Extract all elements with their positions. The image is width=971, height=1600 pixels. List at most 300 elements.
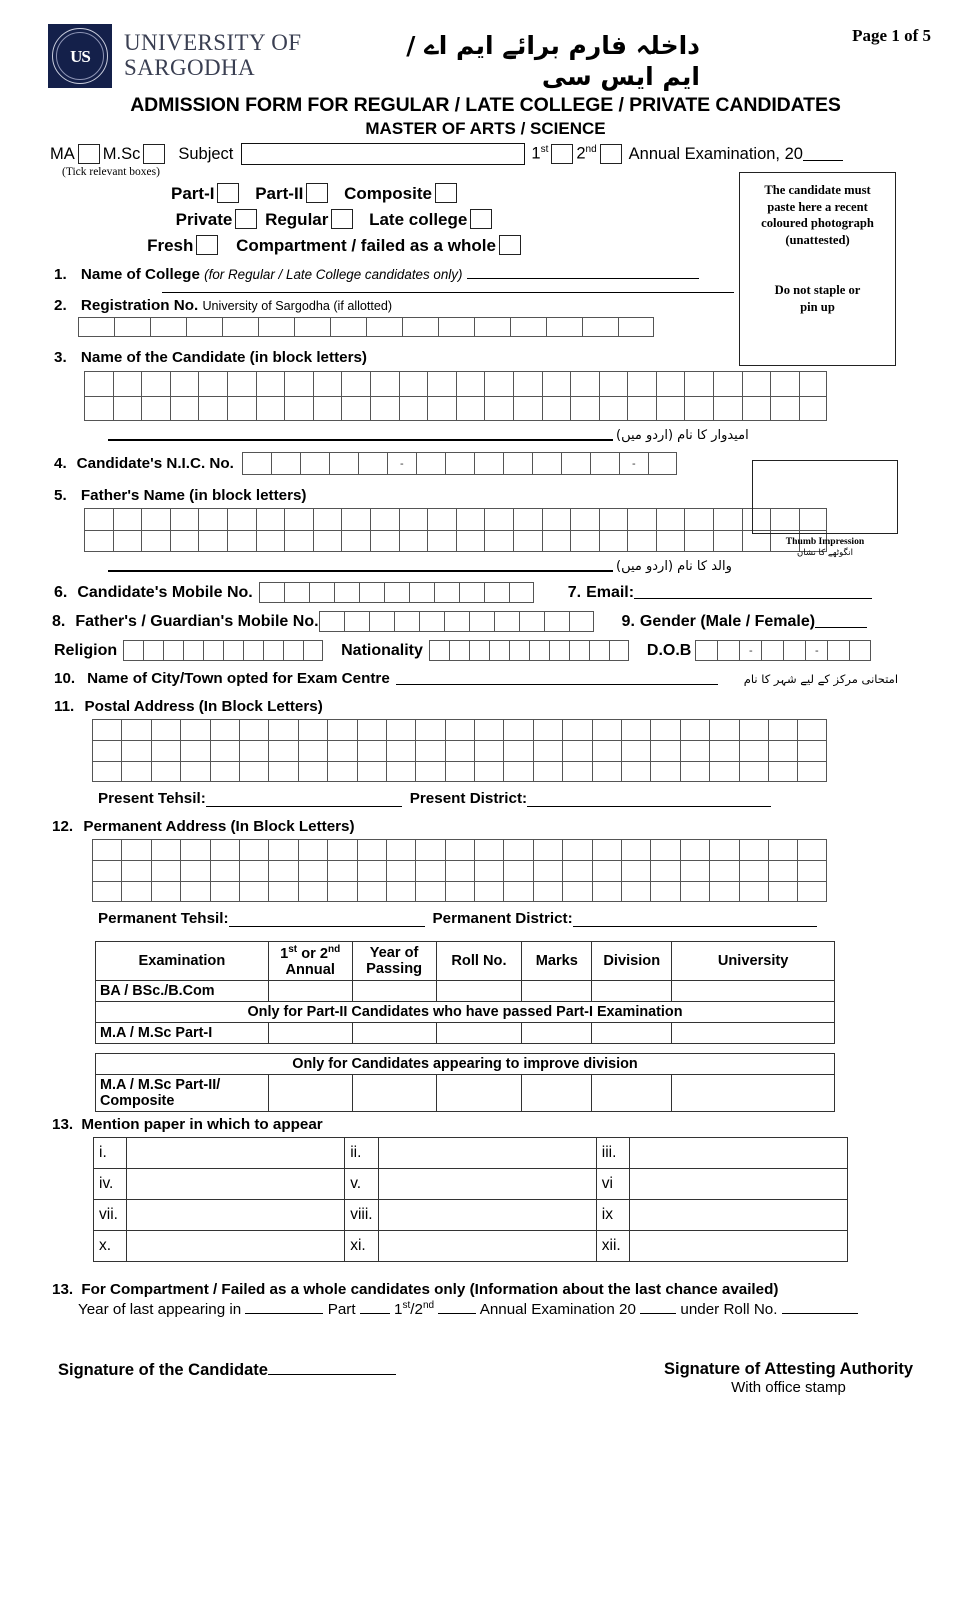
grid-cell[interactable] bbox=[151, 740, 180, 761]
grid-cell[interactable] bbox=[438, 317, 474, 337]
grid-cell[interactable] bbox=[210, 719, 239, 740]
grid-cell[interactable] bbox=[227, 371, 256, 396]
grid-cell[interactable] bbox=[474, 740, 503, 761]
grid-cell[interactable] bbox=[92, 881, 121, 902]
grid-cell[interactable] bbox=[474, 860, 503, 881]
grid-cell[interactable] bbox=[150, 317, 186, 337]
grid-cell[interactable] bbox=[533, 740, 562, 761]
grid-cell[interactable] bbox=[84, 396, 113, 421]
grid-cell[interactable] bbox=[386, 761, 415, 782]
present-district-input[interactable] bbox=[527, 794, 771, 807]
grid-cell[interactable] bbox=[489, 640, 509, 661]
regular-checkbox[interactable] bbox=[331, 209, 353, 229]
late-college-checkbox[interactable] bbox=[470, 209, 492, 229]
cell-year[interactable] bbox=[352, 1074, 436, 1111]
grid-cell[interactable] bbox=[768, 860, 797, 881]
grid-cell[interactable] bbox=[570, 508, 599, 530]
grid-cell[interactable] bbox=[650, 860, 679, 881]
permanent-tehsil-input[interactable] bbox=[229, 914, 425, 927]
grid-cell[interactable] bbox=[402, 317, 438, 337]
grid-cell[interactable] bbox=[503, 452, 532, 475]
grid-cell[interactable] bbox=[298, 761, 327, 782]
grid-cell[interactable] bbox=[650, 761, 679, 782]
grid-cell[interactable] bbox=[141, 508, 170, 530]
grid-cell[interactable] bbox=[180, 719, 209, 740]
candidate-signature-input[interactable] bbox=[268, 1360, 396, 1375]
grid-cell[interactable] bbox=[358, 452, 387, 475]
grid-cell[interactable] bbox=[419, 611, 444, 632]
grid-cell[interactable] bbox=[170, 371, 199, 396]
grid-cell[interactable] bbox=[210, 839, 239, 860]
grid-cell[interactable] bbox=[797, 740, 826, 761]
paper-name-input[interactable] bbox=[629, 1199, 847, 1230]
grid-cell[interactable] bbox=[370, 371, 399, 396]
grid-cell[interactable] bbox=[313, 396, 342, 421]
grid-cell[interactable] bbox=[445, 452, 474, 475]
grid-cell[interactable] bbox=[357, 860, 386, 881]
grid-cell[interactable] bbox=[271, 452, 300, 475]
grid-cell[interactable] bbox=[327, 839, 356, 860]
grid-cell[interactable] bbox=[562, 719, 591, 740]
grid-cell[interactable] bbox=[599, 508, 628, 530]
grid-cell[interactable] bbox=[227, 530, 256, 552]
grid-cell[interactable] bbox=[268, 719, 297, 740]
grid-cell[interactable] bbox=[650, 881, 679, 902]
grid-cell[interactable] bbox=[113, 396, 142, 421]
grid-cell[interactable] bbox=[256, 530, 285, 552]
grid-cell[interactable] bbox=[300, 452, 329, 475]
grid-cell[interactable] bbox=[621, 860, 650, 881]
grid-cell[interactable] bbox=[84, 508, 113, 530]
grid-cell[interactable] bbox=[92, 740, 121, 761]
grid-cell[interactable] bbox=[239, 881, 268, 902]
last-year-input[interactable] bbox=[245, 1301, 323, 1314]
grid-cell[interactable] bbox=[121, 740, 150, 761]
grid-cell[interactable] bbox=[92, 719, 121, 740]
grid-cell[interactable] bbox=[456, 396, 485, 421]
grid-cell[interactable] bbox=[739, 761, 768, 782]
grid-cell[interactable] bbox=[121, 881, 150, 902]
grid-cell[interactable] bbox=[92, 839, 121, 860]
grid-cell[interactable] bbox=[533, 881, 562, 902]
grid-cell[interactable] bbox=[309, 582, 334, 603]
grid-cell[interactable] bbox=[618, 317, 654, 337]
paper-name-input[interactable] bbox=[629, 1137, 847, 1168]
grid-cell[interactable] bbox=[186, 317, 222, 337]
grid-cell[interactable] bbox=[739, 719, 768, 740]
grid-cell[interactable] bbox=[713, 530, 742, 552]
grid-cell[interactable] bbox=[797, 719, 826, 740]
grid-cell[interactable] bbox=[151, 719, 180, 740]
grid-cell[interactable] bbox=[416, 452, 445, 475]
grid-cell[interactable] bbox=[121, 860, 150, 881]
grid-cell[interactable] bbox=[799, 371, 828, 396]
cell-roll[interactable] bbox=[436, 1074, 522, 1111]
grid-cell[interactable] bbox=[680, 740, 709, 761]
grid-cell[interactable] bbox=[258, 317, 294, 337]
grid-cell[interactable] bbox=[242, 452, 271, 475]
grid-cell[interactable] bbox=[592, 839, 621, 860]
grid-cell[interactable] bbox=[549, 640, 569, 661]
paper-name-input[interactable] bbox=[629, 1168, 847, 1199]
grid-cell[interactable] bbox=[599, 530, 628, 552]
grid-cell[interactable] bbox=[562, 740, 591, 761]
grid-cell[interactable] bbox=[445, 860, 474, 881]
grid-cell[interactable] bbox=[621, 761, 650, 782]
grid-cell[interactable] bbox=[544, 611, 569, 632]
grid-cell[interactable] bbox=[399, 508, 428, 530]
grid-cell[interactable] bbox=[533, 839, 562, 860]
grid-cell[interactable] bbox=[427, 508, 456, 530]
composite-checkbox[interactable] bbox=[435, 183, 457, 203]
grid-cell[interactable] bbox=[570, 371, 599, 396]
grid-cell[interactable] bbox=[357, 740, 386, 761]
grid-cell[interactable] bbox=[239, 740, 268, 761]
grid-cell[interactable] bbox=[256, 396, 285, 421]
grid-cell[interactable] bbox=[445, 839, 474, 860]
grid-cell[interactable] bbox=[589, 640, 609, 661]
grid-cell[interactable] bbox=[151, 761, 180, 782]
grid-cell[interactable] bbox=[542, 371, 571, 396]
grid-cell[interactable] bbox=[599, 396, 628, 421]
grid-cell[interactable] bbox=[370, 396, 399, 421]
grid-cell[interactable] bbox=[313, 371, 342, 396]
grid-cell[interactable] bbox=[369, 611, 394, 632]
grid-cell[interactable] bbox=[561, 452, 590, 475]
ma-checkbox[interactable] bbox=[78, 144, 100, 164]
grid-cell[interactable] bbox=[268, 839, 297, 860]
grid-cell[interactable] bbox=[170, 530, 199, 552]
q8-guardian-mobile-grid[interactable] bbox=[319, 611, 594, 632]
grid-cell[interactable] bbox=[713, 508, 742, 530]
grid-cell[interactable] bbox=[621, 881, 650, 902]
grid-cell[interactable] bbox=[650, 740, 679, 761]
grid-cell[interactable] bbox=[627, 530, 656, 552]
grid-cell[interactable] bbox=[592, 860, 621, 881]
grid-cell[interactable] bbox=[121, 761, 150, 782]
grid-cell[interactable] bbox=[509, 640, 529, 661]
grid-cell[interactable] bbox=[268, 740, 297, 761]
grid-cell[interactable] bbox=[456, 508, 485, 530]
grid-cell[interactable] bbox=[113, 508, 142, 530]
grid-cell[interactable] bbox=[429, 640, 449, 661]
grid-cell[interactable] bbox=[513, 396, 542, 421]
grid-cell[interactable] bbox=[797, 839, 826, 860]
grid-cell[interactable] bbox=[92, 761, 121, 782]
grid-cell[interactable] bbox=[709, 881, 738, 902]
grid-cell[interactable] bbox=[313, 508, 342, 530]
grid-cell[interactable] bbox=[163, 640, 183, 661]
cell-year[interactable] bbox=[352, 980, 436, 1001]
private-checkbox[interactable] bbox=[235, 209, 257, 229]
grid-cell[interactable] bbox=[533, 719, 562, 740]
grid-cell[interactable] bbox=[582, 317, 618, 337]
grid-cell[interactable] bbox=[198, 371, 227, 396]
q5-urdu-father-input[interactable] bbox=[108, 561, 613, 572]
grid-cell[interactable] bbox=[268, 881, 297, 902]
compartment-checkbox[interactable] bbox=[499, 235, 521, 255]
grid-cell[interactable] bbox=[680, 839, 709, 860]
roll-no-input[interactable] bbox=[782, 1301, 858, 1314]
grid-cell[interactable] bbox=[599, 371, 628, 396]
grid-cell[interactable] bbox=[849, 640, 871, 661]
grid-cell[interactable] bbox=[330, 317, 366, 337]
grid-cell[interactable] bbox=[341, 396, 370, 421]
exam-year-input[interactable] bbox=[640, 1301, 676, 1314]
grid-cell[interactable] bbox=[141, 530, 170, 552]
grid-cell[interactable] bbox=[386, 719, 415, 740]
grid-cell[interactable] bbox=[239, 719, 268, 740]
grid-cell[interactable] bbox=[341, 530, 370, 552]
grid-cell[interactable] bbox=[469, 611, 494, 632]
grid-cell[interactable] bbox=[562, 761, 591, 782]
grid-cell[interactable] bbox=[298, 839, 327, 860]
grid-cell[interactable] bbox=[546, 317, 582, 337]
cell-marks[interactable] bbox=[522, 1074, 592, 1111]
grid-cell[interactable] bbox=[709, 719, 738, 740]
q6-mobile-grid[interactable] bbox=[259, 582, 534, 603]
q1-college-input-line2[interactable] bbox=[162, 283, 734, 293]
grid-cell[interactable] bbox=[449, 640, 469, 661]
grid-cell[interactable] bbox=[680, 719, 709, 740]
grid-cell[interactable] bbox=[294, 317, 330, 337]
grid-cell[interactable] bbox=[327, 719, 356, 740]
grid-cell[interactable] bbox=[592, 881, 621, 902]
grid-cell[interactable] bbox=[298, 740, 327, 761]
grid-cell[interactable] bbox=[709, 740, 738, 761]
grid-cell[interactable] bbox=[434, 582, 459, 603]
grid-cell[interactable] bbox=[680, 860, 709, 881]
q1-college-input[interactable] bbox=[467, 266, 699, 279]
grid-cell[interactable] bbox=[484, 582, 509, 603]
grid-cell[interactable] bbox=[474, 761, 503, 782]
grid-cell[interactable] bbox=[370, 508, 399, 530]
grid-cell[interactable] bbox=[695, 640, 717, 661]
grid-cell[interactable] bbox=[268, 761, 297, 782]
cell-university[interactable] bbox=[672, 1022, 835, 1043]
grid-cell[interactable] bbox=[569, 640, 589, 661]
grid-cell[interactable] bbox=[341, 371, 370, 396]
grid-cell[interactable] bbox=[409, 582, 434, 603]
grid-cell[interactable] bbox=[227, 508, 256, 530]
paper-name-input[interactable] bbox=[378, 1137, 596, 1168]
grid-cell[interactable] bbox=[366, 317, 402, 337]
grid-cell[interactable] bbox=[415, 761, 444, 782]
grid-cell[interactable] bbox=[84, 371, 113, 396]
grid-cell[interactable] bbox=[183, 640, 203, 661]
second-annual-checkbox[interactable] bbox=[600, 144, 622, 164]
grid-cell[interactable] bbox=[739, 839, 768, 860]
cell-roll[interactable] bbox=[436, 1022, 522, 1043]
q3-name-grid[interactable] bbox=[0, 371, 971, 421]
grid-cell[interactable] bbox=[474, 881, 503, 902]
grid-cell[interactable] bbox=[399, 371, 428, 396]
paper-name-input[interactable] bbox=[127, 1168, 345, 1199]
grid-cell[interactable] bbox=[399, 396, 428, 421]
grid-cell[interactable] bbox=[529, 640, 549, 661]
grid-cell[interactable] bbox=[313, 530, 342, 552]
grid-cell[interactable] bbox=[370, 530, 399, 552]
grid-cell[interactable] bbox=[222, 317, 258, 337]
grid-cell[interactable] bbox=[210, 860, 239, 881]
first-annual-checkbox[interactable] bbox=[551, 144, 573, 164]
cell-division[interactable] bbox=[592, 1074, 672, 1111]
grid-cell[interactable] bbox=[203, 640, 223, 661]
grid-cell[interactable] bbox=[227, 396, 256, 421]
grid-cell[interactable] bbox=[474, 317, 510, 337]
annual-select-input[interactable] bbox=[438, 1301, 476, 1314]
grid-cell[interactable] bbox=[239, 761, 268, 782]
grid-cell[interactable] bbox=[503, 740, 532, 761]
grid-cell[interactable] bbox=[334, 582, 359, 603]
grid-cell[interactable] bbox=[327, 761, 356, 782]
grid-cell[interactable] bbox=[427, 396, 456, 421]
grid-cell[interactable] bbox=[456, 371, 485, 396]
grid-cell[interactable] bbox=[284, 371, 313, 396]
grid-cell[interactable] bbox=[768, 761, 797, 782]
grid-cell[interactable] bbox=[284, 530, 313, 552]
present-tehsil-input[interactable] bbox=[206, 794, 402, 807]
paper-name-input[interactable] bbox=[127, 1230, 345, 1261]
grid-cell[interactable] bbox=[592, 719, 621, 740]
grid-cell[interactable] bbox=[180, 740, 209, 761]
grid-cell[interactable] bbox=[627, 508, 656, 530]
grid-cell[interactable] bbox=[503, 881, 532, 902]
grid-cell[interactable] bbox=[484, 508, 513, 530]
grid-cell[interactable] bbox=[494, 611, 519, 632]
grid-cell[interactable] bbox=[503, 860, 532, 881]
grid-cell[interactable] bbox=[761, 640, 783, 661]
cell-annual[interactable] bbox=[268, 1022, 352, 1043]
grid-cell[interactable] bbox=[609, 640, 629, 661]
grid-cell[interactable] bbox=[562, 860, 591, 881]
grid-cell[interactable] bbox=[198, 508, 227, 530]
grid-cell[interactable] bbox=[592, 761, 621, 782]
grid-cell[interactable] bbox=[459, 582, 484, 603]
grid-cell[interactable] bbox=[327, 740, 356, 761]
grid-cell[interactable] bbox=[415, 881, 444, 902]
grid-cell[interactable] bbox=[742, 371, 771, 396]
grid-cell[interactable] bbox=[180, 839, 209, 860]
subject-input[interactable] bbox=[241, 143, 525, 165]
grid-cell[interactable] bbox=[298, 881, 327, 902]
grid-cell[interactable] bbox=[570, 396, 599, 421]
grid-cell[interactable] bbox=[656, 530, 685, 552]
grid-cell[interactable] bbox=[329, 452, 358, 475]
grid-cell[interactable] bbox=[621, 839, 650, 860]
part1-checkbox[interactable] bbox=[217, 183, 239, 203]
grid-cell[interactable] bbox=[797, 860, 826, 881]
grid-cell[interactable] bbox=[268, 860, 297, 881]
grid-cell[interactable] bbox=[319, 611, 344, 632]
grid-cell[interactable] bbox=[474, 452, 503, 475]
q12-permanent-address-grid[interactable] bbox=[0, 839, 971, 902]
grid-cell[interactable] bbox=[151, 860, 180, 881]
cell-roll[interactable] bbox=[436, 980, 522, 1001]
grid-cell[interactable] bbox=[717, 640, 739, 661]
permanent-district-input[interactable] bbox=[573, 914, 817, 927]
grid-cell[interactable] bbox=[562, 839, 591, 860]
grid-cell[interactable] bbox=[210, 740, 239, 761]
grid-cell[interactable] bbox=[210, 761, 239, 782]
dob-grid[interactable] bbox=[695, 640, 871, 661]
grid-cell[interactable] bbox=[456, 530, 485, 552]
grid-cell[interactable] bbox=[357, 839, 386, 860]
grid-cell[interactable] bbox=[542, 508, 571, 530]
grid-cell[interactable] bbox=[259, 582, 284, 603]
paper-name-input[interactable] bbox=[629, 1230, 847, 1261]
grid-cell[interactable] bbox=[121, 839, 150, 860]
grid-cell[interactable] bbox=[533, 761, 562, 782]
grid-cell[interactable] bbox=[384, 582, 409, 603]
grid-cell[interactable] bbox=[394, 611, 419, 632]
grid-cell[interactable] bbox=[768, 719, 797, 740]
grid-cell[interactable] bbox=[327, 881, 356, 902]
grid-cell[interactable] bbox=[509, 582, 534, 603]
grid-cell[interactable] bbox=[709, 839, 738, 860]
grid-cell[interactable] bbox=[474, 839, 503, 860]
grid-cell[interactable] bbox=[569, 611, 594, 632]
grid-cell[interactable] bbox=[532, 452, 561, 475]
grid-cell[interactable] bbox=[445, 881, 474, 902]
grid-cell[interactable] bbox=[484, 530, 513, 552]
grid-cell[interactable] bbox=[386, 740, 415, 761]
grid-cell[interactable] bbox=[359, 582, 384, 603]
grid-cell[interactable] bbox=[386, 860, 415, 881]
annual-year-input[interactable] bbox=[803, 148, 843, 161]
grid-cell[interactable] bbox=[739, 860, 768, 881]
grid-cell[interactable] bbox=[341, 508, 370, 530]
paper-name-input[interactable] bbox=[378, 1230, 596, 1261]
grid-cell[interactable] bbox=[503, 719, 532, 740]
grid-cell[interactable] bbox=[684, 371, 713, 396]
grid-cell[interactable] bbox=[768, 740, 797, 761]
grid-cell[interactable] bbox=[239, 839, 268, 860]
grid-cell[interactable] bbox=[742, 396, 771, 421]
grid-cell[interactable] bbox=[513, 508, 542, 530]
grid-cell[interactable] bbox=[223, 640, 243, 661]
grid-cell[interactable] bbox=[474, 719, 503, 740]
grid-cell[interactable] bbox=[198, 530, 227, 552]
grid-cell[interactable] bbox=[445, 761, 474, 782]
grid-cell[interactable] bbox=[570, 530, 599, 552]
grid-cell[interactable] bbox=[415, 740, 444, 761]
q7-email-input[interactable] bbox=[634, 586, 872, 599]
grid-cell[interactable] bbox=[180, 860, 209, 881]
grid-cell[interactable] bbox=[513, 530, 542, 552]
grid-cell[interactable] bbox=[113, 530, 142, 552]
grid-cell[interactable] bbox=[768, 839, 797, 860]
grid-cell[interactable] bbox=[797, 761, 826, 782]
paper-name-input[interactable] bbox=[378, 1168, 596, 1199]
cell-marks[interactable] bbox=[522, 1022, 592, 1043]
grid-cell[interactable] bbox=[415, 719, 444, 740]
grid-cell[interactable] bbox=[256, 371, 285, 396]
cell-division[interactable] bbox=[592, 980, 672, 1001]
religion-grid[interactable] bbox=[123, 640, 323, 661]
grid-cell[interactable] bbox=[92, 860, 121, 881]
grid-cell[interactable] bbox=[592, 740, 621, 761]
q11-postal-address-grid[interactable] bbox=[0, 719, 971, 782]
grid-cell[interactable] bbox=[684, 530, 713, 552]
grid-cell[interactable] bbox=[210, 881, 239, 902]
grid-cell[interactable] bbox=[503, 761, 532, 782]
grid-cell[interactable] bbox=[141, 371, 170, 396]
grid-cell[interactable] bbox=[510, 317, 546, 337]
grid-cell[interactable] bbox=[650, 839, 679, 860]
grid-cell[interactable] bbox=[170, 396, 199, 421]
grid-cell[interactable] bbox=[151, 839, 180, 860]
